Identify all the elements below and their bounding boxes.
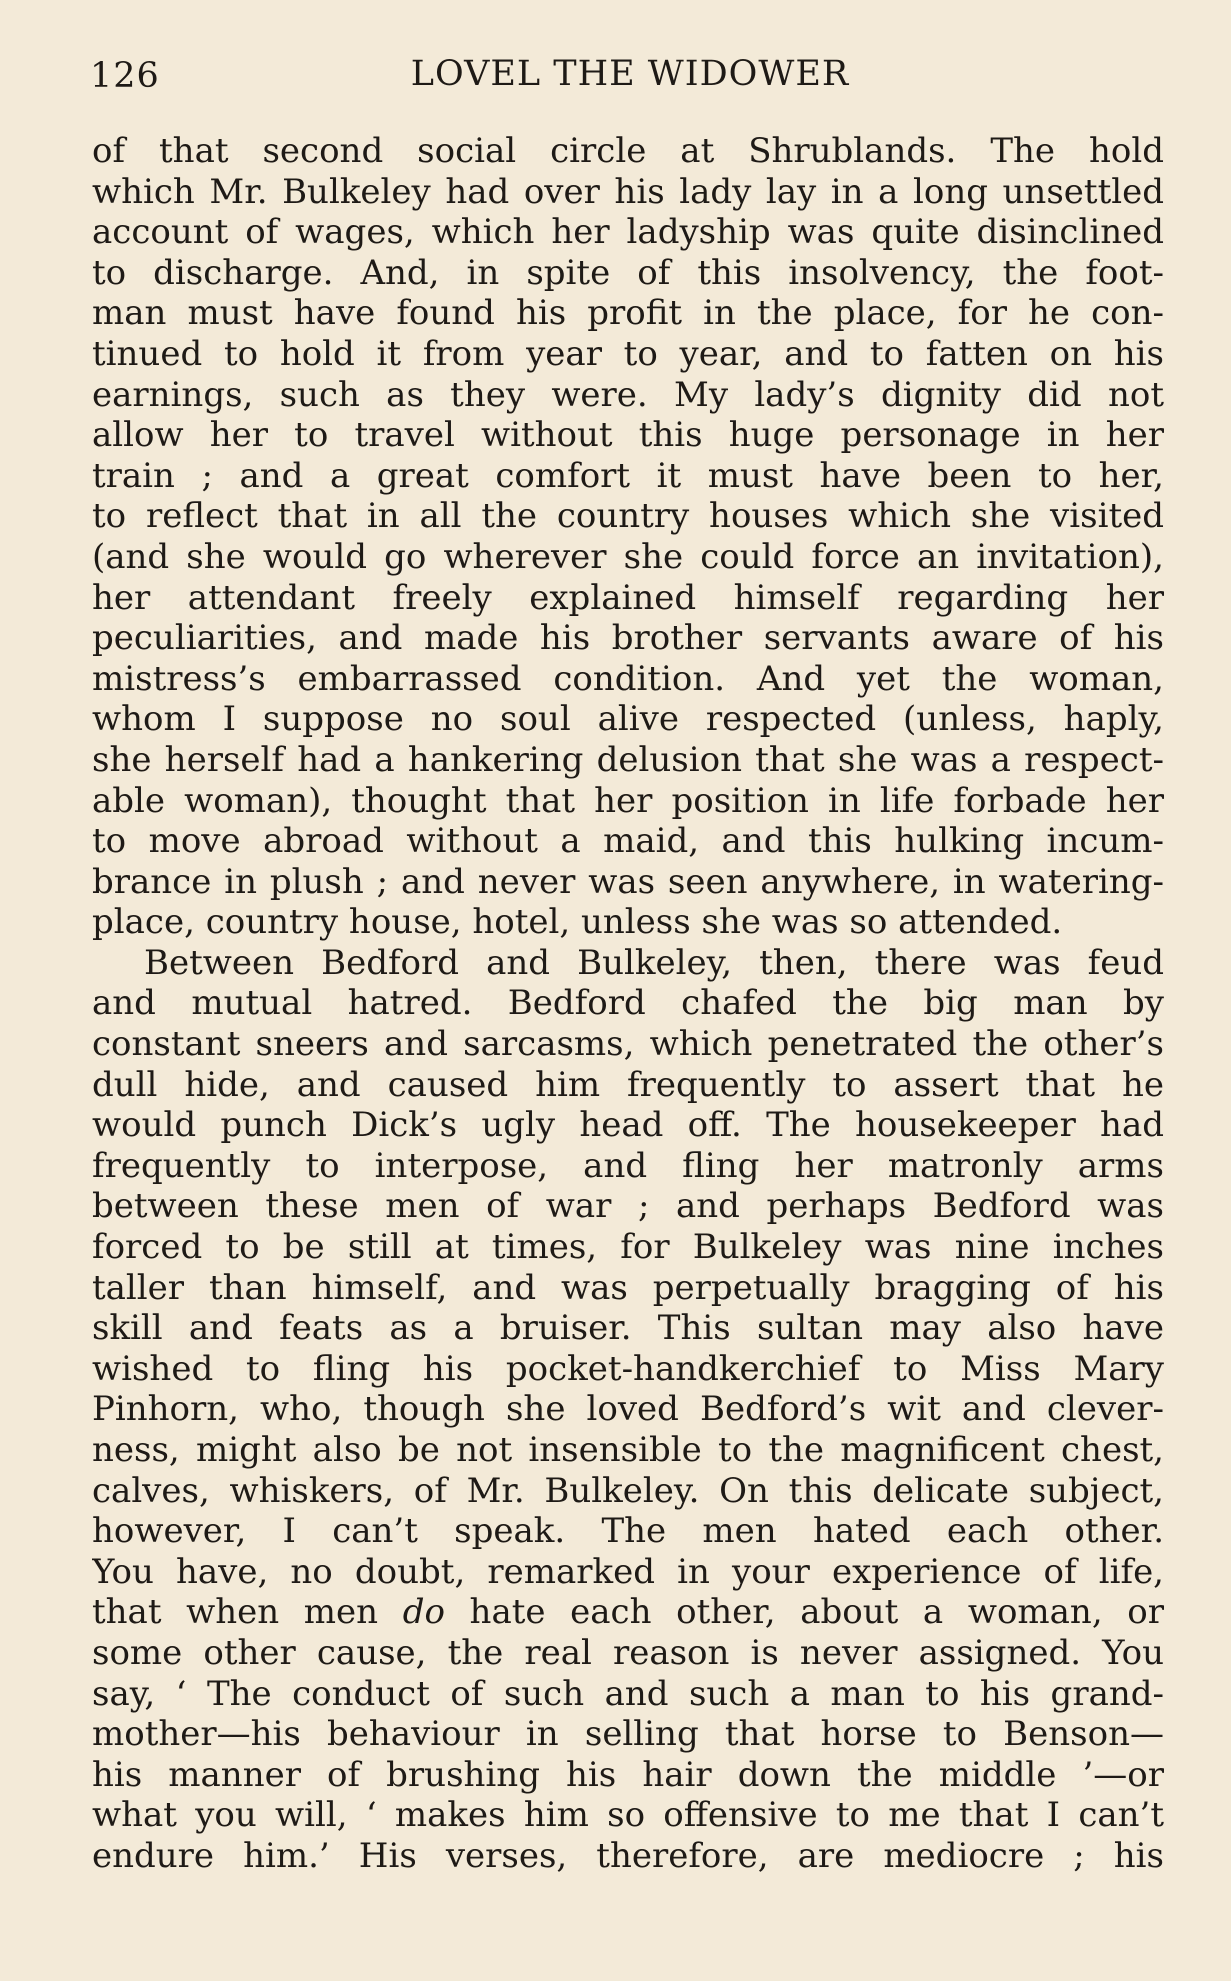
- running-head: LOVEL THE WIDOWER: [410, 54, 850, 94]
- text-line: peculiarities, and made his brother servants aware of his: [92, 618, 1164, 659]
- text-line: she herself had a hankering delusion that she was a respect-: [92, 739, 1164, 780]
- text-line: her attendant freely explained himself regarding her: [92, 577, 1164, 618]
- text-line: of that second social circle at Shrublands. The hold: [92, 131, 1164, 171]
- page-header: [90, 48, 1170, 104]
- text-line: say, ‘ The conduct of such and such a man to his grand-: [92, 1673, 1164, 1714]
- text-line: (and she would go wherever she could force an invitation),: [92, 536, 1164, 577]
- text-line: man must have found his profit in the place, for he con-: [92, 293, 1164, 334]
- text-line: able woman), thought that her position in life forbade her: [92, 780, 1164, 821]
- text-line: wished to fling his pocket-handkerchief to Miss Mary: [92, 1348, 1164, 1389]
- text-line: place, country house, hotel, unless she was so attended.: [92, 902, 1063, 943]
- text-line: allow her to travel without this huge personage in her: [92, 415, 1164, 456]
- text-line: earnings, such as they were. My lady’s dignity did not: [92, 374, 1164, 415]
- text-line: his manner of brushing his hair down the middle ’—or: [92, 1754, 1164, 1795]
- text-line: whom I suppose no soul alive respected (unless, haply,: [92, 699, 1164, 740]
- text-line: frequently to interpose, and fling her matronly arms: [92, 1145, 1164, 1186]
- emphasis-text: do: [402, 1592, 445, 1633]
- text-line: skill and feats as a bruiser. This sultan may also have: [92, 1308, 1164, 1349]
- text-line: to reflect that in all the country houses which she visited: [92, 496, 1164, 537]
- text-line: to discharge. And, in spite of this insolvency, the foot-: [92, 252, 1164, 293]
- text-line: Between Bedford and Bulkeley, then, there was feud: [144, 942, 1164, 983]
- text-line: mistress’s embarrassed condition. And yet the woman,: [92, 658, 1164, 699]
- text-line: and mutual hatred. Bedford chafed the big man by: [92, 983, 1164, 1024]
- text-fragment: that when men: [92, 1592, 403, 1633]
- text-line: tinued to hold it from year to year, and to fatten on his: [92, 333, 1164, 374]
- text-line: forced to be still at times, for Bulkeley was nine inches: [92, 1227, 1164, 1268]
- text-line: calves, whiskers, of Mr. Bulkeley. On this delicate subject,: [92, 1470, 1164, 1511]
- text-line: to move abroad without a maid, and this hulking incum-: [92, 821, 1164, 862]
- text-line: dull hide, and caused him frequently to assert that he: [92, 1064, 1164, 1105]
- text-line: what you will, ‘ makes him so offensive to me that I can’t: [92, 1795, 1164, 1836]
- text-line: brance in plush ; and never was seen anywhere, in watering-: [92, 861, 1164, 902]
- text-line: Pinhorn, who, though she loved Bedford’s wit and clever-: [92, 1389, 1164, 1430]
- text-line: ness, might also be not insensible to the magnificent chest,: [92, 1430, 1164, 1470]
- body-text: [92, 131, 1164, 1877]
- text-line: between these men of war ; and perhaps Bedford was: [92, 1186, 1164, 1227]
- text-line: would punch Dick’s ugly head off. The housekeeper had: [92, 1105, 1164, 1146]
- text-line: mother—his behaviour in selling that horse to Benson—: [92, 1714, 1164, 1755]
- paragraph: [92, 943, 1164, 1877]
- text-line: You have, no doubt, remarked in your experience of life,: [92, 1551, 1164, 1592]
- text-fragment: hate each other, about a woman, or: [444, 1592, 1164, 1633]
- text-line: [92, 1592, 1164, 1633]
- text-line: which Mr. Bulkeley had over his lady lay in a long unsettled: [92, 171, 1164, 212]
- text-line: however, I can’t speak. The men hated each other.: [92, 1511, 1164, 1552]
- text-line: account of wages, which her ladyship was quite disinclined: [92, 212, 1164, 253]
- text-line: endure him.’ His verses, therefore, are mediocre ; his: [92, 1835, 1164, 1876]
- text-line: some other cause, the real reason is never assigned. You: [92, 1632, 1164, 1673]
- page-number: 126: [90, 56, 160, 96]
- paragraph: [92, 131, 1164, 943]
- text-line: taller than himself, and was perpetually bragging of his: [92, 1267, 1164, 1308]
- text-line: constant sneers and sarcasms, which penetrated the other’s: [92, 1024, 1164, 1065]
- text-line: train ; and a great comfort it must have been to her,: [92, 455, 1164, 496]
